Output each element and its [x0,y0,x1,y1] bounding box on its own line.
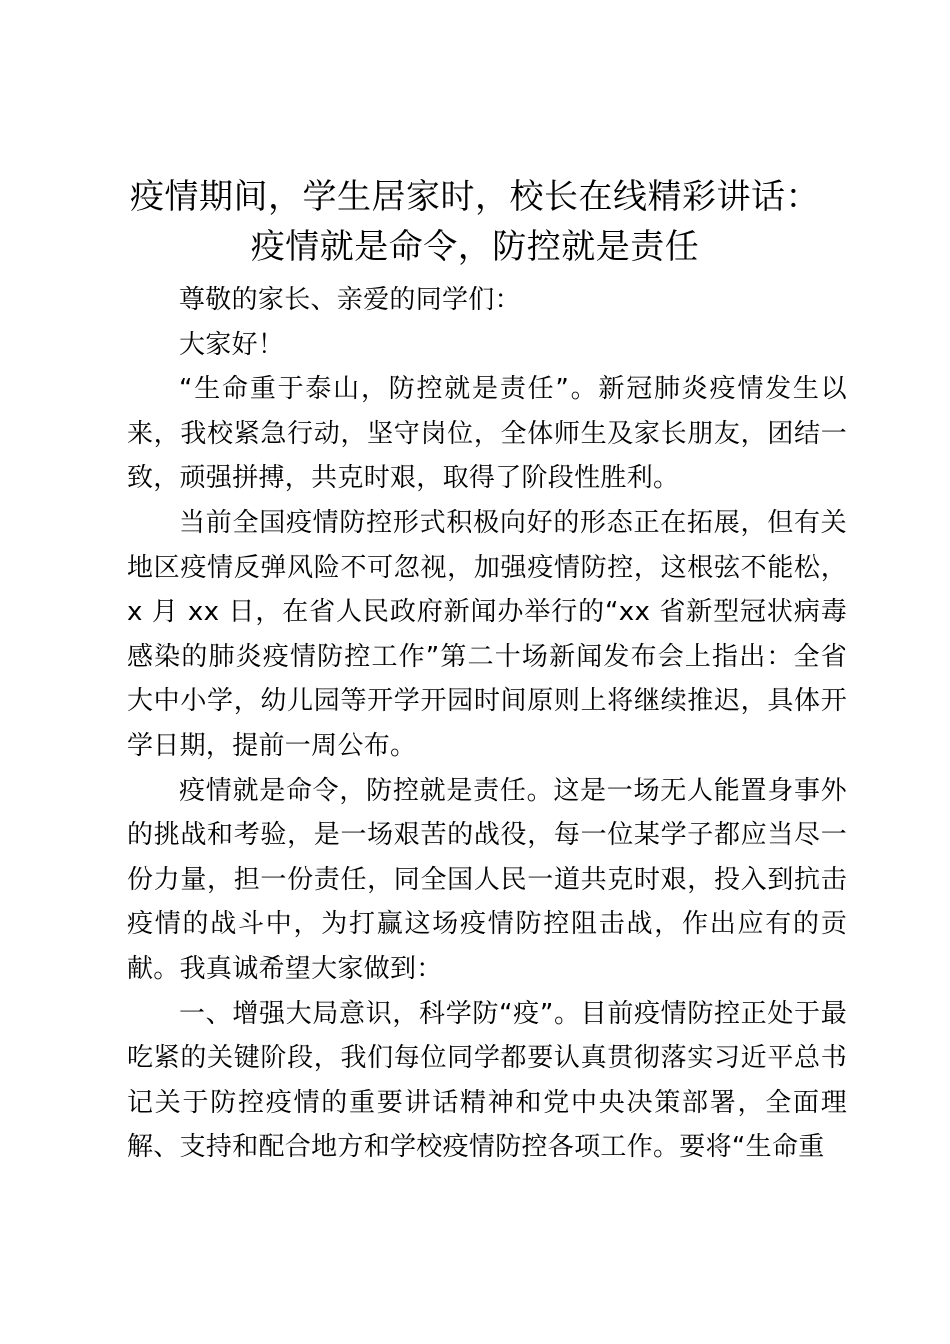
title-line-1: 疫情期间，学生居家时，校长在线精彩讲话： [130,177,820,217]
salutation-paragraph: 大家好！ [179,329,285,360]
body-paragraph-3: 疫情就是命令，防控就是责任。这是一场无人能置身事外的挑战和考验，是一场艰苦的战役，每一位某学子都应当尽一份力量，担一份责任，同全国人民一道共克时艰，投入到抗击疫情的战斗中，为打赢这场疫情防控阻击战，作出应有的贡献。我真诚希望大家做到： [127,775,847,984]
greeting-paragraph: 尊敬的家长、亲爱的同学们： [179,285,521,315]
body-paragraph-4: 一、增强大局意识，科学防“疫”。目前疫情防控正处于最吃紧的关键阶段，我们每位同学都要认真贯彻落实习近平总书记关于防控疫情的重要讲话精神和党中央决策部署，全面理解、支持和配合地方和学校疫情防控各项工作。要将“生命重 [127,998,847,1163]
title-line-2: 疫情就是命令，防控就是责任 [250,227,700,267]
body-paragraph-2: 当前全国疫情防控形式积极向好的形态正在拓展，但有关地区疫情反弹风险不可忽视，加强疫情防控，这根弦不能松，x 月 xx 日，在省人民政府新闻办举行的“xx 省新型冠状病毒感染的肺炎疫情防控工作”第二十场新闻发布会上指出：全省大中小学，幼儿园等开学开园时间原则上将继续推迟，具体开学日期，提前一周公布。 [127,507,847,761]
document-body [127,278,847,1170]
document-title [60,172,890,272]
body-paragraph-1: “生命重于泰山，防控就是责任”。新冠肺炎疫情发生以来，我校紧急行动，坚守岗位，全体师生及家长朋友，团结一致，顽强拼搏，共克时艰，取得了阶段性胜利。 [127,374,847,494]
